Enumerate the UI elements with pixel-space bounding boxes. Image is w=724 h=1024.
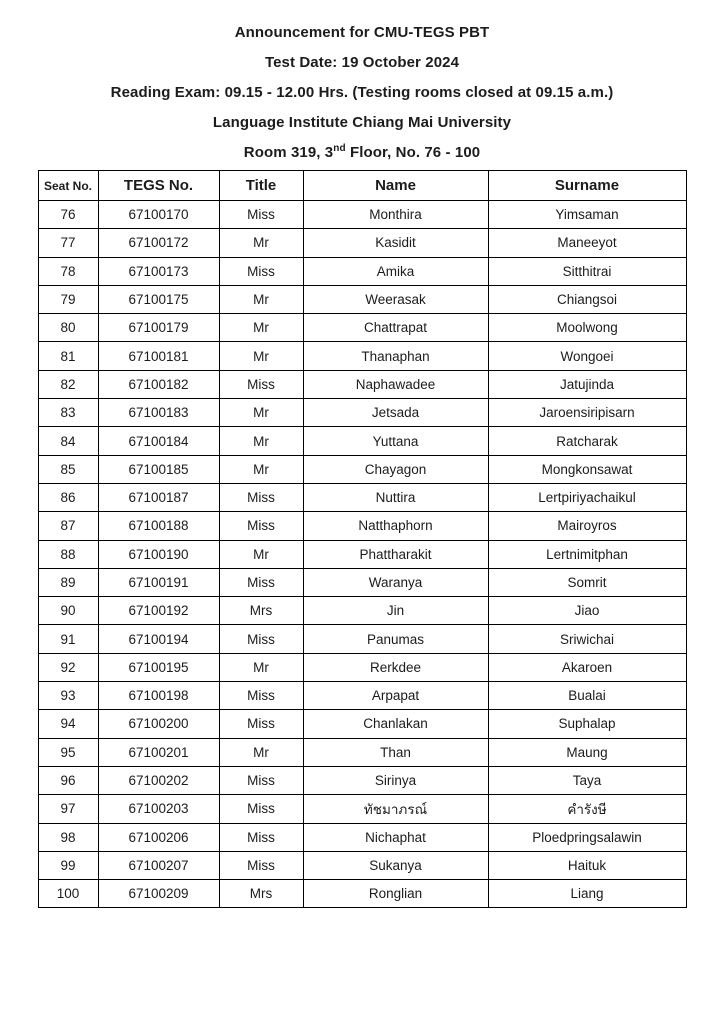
tegs-no-cell: 67100184 bbox=[98, 427, 219, 455]
table-row bbox=[38, 738, 686, 766]
surname-cell: Sitthitrai bbox=[488, 257, 686, 285]
surname-cell: Lertnimitphan bbox=[488, 540, 686, 568]
title-cell: Mr bbox=[219, 342, 303, 370]
name-cell: Nuttira bbox=[303, 483, 488, 511]
tegs-no-cell: 67100185 bbox=[98, 455, 219, 483]
surname-cell: Jiao bbox=[488, 597, 686, 625]
name-cell: Natthaphorn bbox=[303, 512, 488, 540]
table-row bbox=[38, 342, 686, 370]
name-cell: Jetsada bbox=[303, 399, 488, 427]
table-row bbox=[38, 370, 686, 398]
surname-cell: Lertpiriyachaikul bbox=[488, 483, 686, 511]
column-header-surname: Surname bbox=[488, 171, 686, 201]
name-cell: Nichaphat bbox=[303, 823, 488, 851]
surname-cell: Ratcharak bbox=[488, 427, 686, 455]
table-row bbox=[38, 229, 686, 257]
name-cell: Than bbox=[303, 738, 488, 766]
table-row bbox=[38, 851, 686, 879]
table-body bbox=[38, 201, 686, 908]
tegs-no-cell: 67100172 bbox=[98, 229, 219, 257]
surname-cell: Maung bbox=[488, 738, 686, 766]
seat-no-cell: 87 bbox=[38, 512, 98, 540]
table-row bbox=[38, 597, 686, 625]
tegs-no-cell: 67100173 bbox=[98, 257, 219, 285]
tegs-no-cell: 67100175 bbox=[98, 285, 219, 313]
tegs-no-cell: 67100202 bbox=[98, 766, 219, 794]
name-cell: Jin bbox=[303, 597, 488, 625]
seat-no-cell: 84 bbox=[38, 427, 98, 455]
seat-no-cell: 93 bbox=[38, 682, 98, 710]
title-cell: Miss bbox=[219, 568, 303, 596]
table-row bbox=[38, 427, 686, 455]
seat-no-cell: 78 bbox=[38, 257, 98, 285]
surname-cell: คำรังษี bbox=[488, 795, 686, 823]
title-cell: Miss bbox=[219, 483, 303, 511]
institute-line: Language Institute Chiang Mai University bbox=[212, 114, 512, 131]
name-cell: Arpapat bbox=[303, 682, 488, 710]
name-cell: Thanaphan bbox=[303, 342, 488, 370]
name-cell: Amika bbox=[303, 257, 488, 285]
room-ordinal-superscript: nd bbox=[333, 143, 346, 154]
table-row bbox=[38, 201, 686, 229]
title-cell: Miss bbox=[219, 201, 303, 229]
title-cell: Mr bbox=[219, 285, 303, 313]
seat-no-cell: 77 bbox=[38, 229, 98, 257]
tegs-no-cell: 67100191 bbox=[98, 568, 219, 596]
name-cell: Phattharakit bbox=[303, 540, 488, 568]
surname-cell: Mairoyros bbox=[488, 512, 686, 540]
title-cell: Mr bbox=[219, 455, 303, 483]
surname-cell: Somrit bbox=[488, 568, 686, 596]
room-line-suffix: Floor, No. 76 - 100 bbox=[345, 144, 481, 161]
tegs-no-cell: 67100182 bbox=[98, 370, 219, 398]
seat-no-cell: 89 bbox=[38, 568, 98, 596]
seat-no-cell: 88 bbox=[38, 540, 98, 568]
surname-cell: Yimsaman bbox=[488, 201, 686, 229]
table-row bbox=[38, 483, 686, 511]
name-cell: Sukanya bbox=[303, 851, 488, 879]
title-cell: Mrs bbox=[219, 880, 303, 908]
tegs-no-cell: 67100183 bbox=[98, 399, 219, 427]
seat-no-cell: 96 bbox=[38, 766, 98, 794]
table-row bbox=[38, 540, 686, 568]
tegs-no-cell: 67100209 bbox=[98, 880, 219, 908]
name-cell: Yuttana bbox=[303, 427, 488, 455]
table-row bbox=[38, 399, 686, 427]
table-row bbox=[38, 512, 686, 540]
tegs-no-cell: 67100203 bbox=[98, 795, 219, 823]
name-cell: Waranya bbox=[303, 568, 488, 596]
table-row bbox=[38, 710, 686, 738]
name-cell: Panumas bbox=[303, 625, 488, 653]
surname-cell: Chiangsoi bbox=[488, 285, 686, 313]
surname-cell: Sriwichai bbox=[488, 625, 686, 653]
seat-no-cell: 83 bbox=[38, 399, 98, 427]
title-cell: Miss bbox=[219, 625, 303, 653]
name-cell: Monthira bbox=[303, 201, 488, 229]
surname-cell: Haituk bbox=[488, 851, 686, 879]
title-cell: Miss bbox=[219, 682, 303, 710]
table-row bbox=[38, 625, 686, 653]
seat-no-cell: 94 bbox=[38, 710, 98, 738]
title-cell: Miss bbox=[219, 795, 303, 823]
column-header-title: Title bbox=[219, 171, 303, 201]
title-cell: Mr bbox=[219, 427, 303, 455]
name-cell: Rerkdee bbox=[303, 653, 488, 681]
tegs-no-cell: 67100206 bbox=[98, 823, 219, 851]
tegs-no-cell: 67100187 bbox=[98, 483, 219, 511]
table-row bbox=[38, 257, 686, 285]
surname-cell: Bualai bbox=[488, 682, 686, 710]
title-cell: Mr bbox=[219, 540, 303, 568]
tegs-no-cell: 67100195 bbox=[98, 653, 219, 681]
table-row bbox=[38, 795, 686, 823]
tegs-no-cell: 67100201 bbox=[98, 738, 219, 766]
surname-cell: Moolwong bbox=[488, 314, 686, 342]
column-header-name: Name bbox=[303, 171, 488, 201]
seat-no-cell: 80 bbox=[38, 314, 98, 342]
name-cell: ทัชมาภรณ์ bbox=[303, 795, 488, 823]
surname-cell: Akaroen bbox=[488, 653, 686, 681]
title-cell: Mr bbox=[219, 653, 303, 681]
title-cell: Miss bbox=[219, 370, 303, 398]
tegs-no-cell: 67100190 bbox=[98, 540, 219, 568]
seat-no-cell: 82 bbox=[38, 370, 98, 398]
table-row bbox=[38, 766, 686, 794]
title-cell: Miss bbox=[219, 766, 303, 794]
table-row bbox=[38, 455, 686, 483]
room-line bbox=[0, 144, 724, 162]
name-cell: Ronglian bbox=[303, 880, 488, 908]
surname-cell: Jatujinda bbox=[488, 370, 686, 398]
title-cell: Miss bbox=[219, 710, 303, 738]
table-header bbox=[38, 171, 686, 201]
tegs-no-cell: 67100188 bbox=[98, 512, 219, 540]
title-cell: Miss bbox=[219, 512, 303, 540]
name-cell: Chanlakan bbox=[303, 710, 488, 738]
surname-cell: Jaroensiripisarn bbox=[488, 399, 686, 427]
seat-no-cell: 81 bbox=[38, 342, 98, 370]
surname-cell: Wongoei bbox=[488, 342, 686, 370]
tegs-no-cell: 67100170 bbox=[98, 201, 219, 229]
tegs-no-cell: 67100198 bbox=[98, 682, 219, 710]
table-row bbox=[38, 682, 686, 710]
test-date-line: Test Date: 19 October 2024 bbox=[264, 54, 460, 71]
document-header bbox=[0, 24, 724, 162]
tegs-no-cell: 67100194 bbox=[98, 625, 219, 653]
tegs-no-cell: 67100179 bbox=[98, 314, 219, 342]
surname-cell: Maneeyot bbox=[488, 229, 686, 257]
seat-no-cell: 91 bbox=[38, 625, 98, 653]
tegs-no-cell: 67100192 bbox=[98, 597, 219, 625]
seat-no-cell: 90 bbox=[38, 597, 98, 625]
surname-cell: Liang bbox=[488, 880, 686, 908]
surname-cell: Suphalap bbox=[488, 710, 686, 738]
table-row bbox=[38, 314, 686, 342]
tegs-no-cell: 67100181 bbox=[98, 342, 219, 370]
title-cell: Miss bbox=[219, 823, 303, 851]
seating-roster-table bbox=[38, 170, 687, 908]
table-row bbox=[38, 568, 686, 596]
table-header-row bbox=[38, 171, 686, 201]
seat-no-cell: 79 bbox=[38, 285, 98, 313]
seat-no-cell: 76 bbox=[38, 201, 98, 229]
table-row bbox=[38, 653, 686, 681]
title-cell: Miss bbox=[219, 257, 303, 285]
tegs-no-cell: 67100200 bbox=[98, 710, 219, 738]
seat-no-cell: 95 bbox=[38, 738, 98, 766]
column-header-tegs-no: TEGS No. bbox=[98, 171, 219, 201]
name-cell: Chattrapat bbox=[303, 314, 488, 342]
table-row bbox=[38, 880, 686, 908]
seat-no-cell: 92 bbox=[38, 653, 98, 681]
surname-cell: Ploedpringsalawin bbox=[488, 823, 686, 851]
seat-no-cell: 98 bbox=[38, 823, 98, 851]
title-cell: Mrs bbox=[219, 597, 303, 625]
name-cell: Kasidit bbox=[303, 229, 488, 257]
title-cell: Mr bbox=[219, 314, 303, 342]
seat-no-cell: 85 bbox=[38, 455, 98, 483]
title-cell: Mr bbox=[219, 229, 303, 257]
surname-cell: Taya bbox=[488, 766, 686, 794]
seat-no-cell: 100 bbox=[38, 880, 98, 908]
table-row bbox=[38, 285, 686, 313]
seat-no-cell: 99 bbox=[38, 851, 98, 879]
seat-no-cell: 97 bbox=[38, 795, 98, 823]
column-header-seat-no: Seat No. bbox=[38, 171, 98, 201]
seat-no-cell: 86 bbox=[38, 483, 98, 511]
tegs-no-cell: 67100207 bbox=[98, 851, 219, 879]
table-row bbox=[38, 823, 686, 851]
name-cell: Sirinya bbox=[303, 766, 488, 794]
title-cell: Mr bbox=[219, 738, 303, 766]
room-line-prefix: Room 319, 3 bbox=[243, 144, 334, 161]
name-cell: Chayagon bbox=[303, 455, 488, 483]
name-cell: Weerasak bbox=[303, 285, 488, 313]
name-cell: Naphawadee bbox=[303, 370, 488, 398]
surname-cell: Mongkonsawat bbox=[488, 455, 686, 483]
title-cell: Mr bbox=[219, 399, 303, 427]
title-cell: Miss bbox=[219, 851, 303, 879]
exam-time-line: Reading Exam: 09.15 - 12.00 Hrs. (Testing rooms closed at 09.15 a.m.) bbox=[110, 84, 614, 101]
announcement-title: Announcement for CMU-TEGS PBT bbox=[234, 24, 490, 41]
